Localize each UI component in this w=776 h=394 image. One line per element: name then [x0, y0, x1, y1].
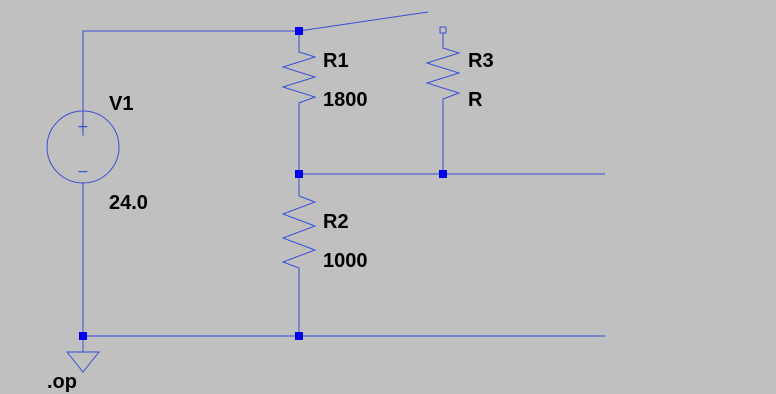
junction-nodes: [79, 27, 447, 340]
v1-minus-sign: −: [77, 164, 89, 180]
v1-value-label: 24.0: [109, 192, 148, 214]
resistor-icon-r3[interactable]: [427, 44, 459, 104]
node-bottom-left[interactable]: [79, 332, 87, 340]
node-mid-right[interactable]: [439, 170, 447, 178]
r3-name-label: R3: [468, 50, 494, 72]
switch-icon[interactable]: [299, 12, 428, 31]
r1-name-label: R1: [323, 50, 349, 72]
v1-name-label: V1: [109, 93, 134, 115]
v1-plus-sign: +: [77, 119, 89, 135]
r1-value-label: 1800: [323, 89, 368, 111]
r2-name-label: R2: [323, 211, 349, 233]
op-directive[interactable]: .op: [47, 371, 77, 393]
resistor-icon-r2[interactable]: [283, 192, 315, 276]
resistor-icon-r1[interactable]: [283, 48, 315, 108]
wires: [83, 31, 605, 352]
r3-open-terminal[interactable]: [440, 27, 446, 33]
wire-top-left[interactable]: [83, 31, 299, 136]
ground-icon: [67, 352, 99, 372]
r2-value-label: 1000: [323, 250, 368, 272]
voltage-source-icon[interactable]: [47, 111, 119, 183]
node-mid-left[interactable]: [295, 170, 303, 178]
r3-value-label: R: [468, 89, 483, 111]
node-bottom-right[interactable]: [295, 332, 303, 340]
node-top[interactable]: [295, 27, 303, 35]
